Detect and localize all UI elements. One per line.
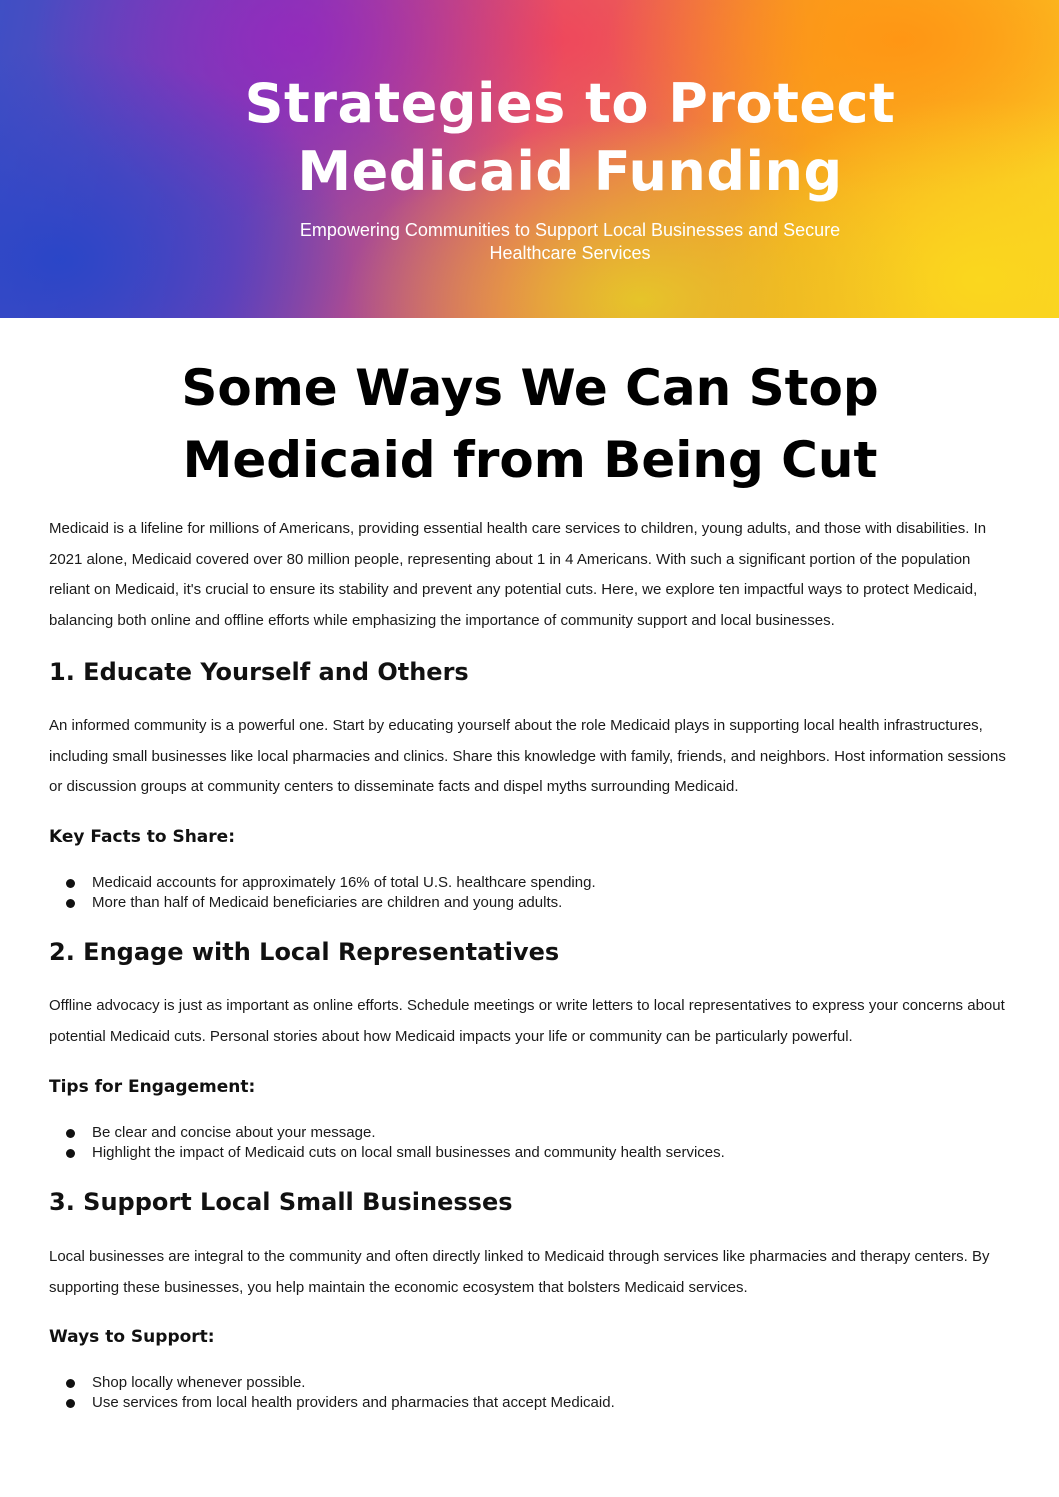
bullet-icon bbox=[66, 1399, 75, 1408]
list-item bbox=[64, 1123, 1004, 1143]
bullet-icon bbox=[66, 1149, 75, 1158]
list-item-text: Highlight the impact of Medicaid cuts on local small businesses and community health services. bbox=[92, 1144, 725, 1161]
hero-title: Strategies to Protect Medicaid Funding bbox=[244, 72, 896, 203]
hero-banner bbox=[0, 0, 1059, 318]
hero-subtitle: Empowering Communities to Support Local Businesses and Secure Healthcare Services bbox=[299, 220, 841, 263]
section-body-engage: Offline advocacy is just as important as online efforts. Schedule meetings or write letters to local representatives to express your concerns about potential Medicaid cuts. Personal stories about how Medicaid impacts your life or community can be particularly powerful. bbox=[49, 997, 1005, 1045]
subheading-key-facts: Key Facts to Share: bbox=[49, 827, 235, 847]
bullet-list-ways bbox=[64, 1373, 1004, 1413]
section-heading-support: 3. Support Local Small Businesses bbox=[49, 1188, 513, 1216]
article-heading: Some Ways We Can Stop Medicaid from Being Cut bbox=[181, 359, 879, 489]
list-item bbox=[64, 1143, 1004, 1163]
list-item bbox=[64, 1373, 1004, 1393]
list-item bbox=[64, 873, 1004, 893]
list-item-text: Use services from local health providers and pharmacies that accept Medicaid. bbox=[92, 1394, 615, 1411]
list-item bbox=[64, 893, 1004, 913]
bullet-icon bbox=[66, 1129, 75, 1138]
section-body-support: Local businesses are integral to the community and often directly linked to Medicaid through services like pharmacies and therapy centers. By supporting these businesses, you help maintain the economic ecosystem that bolsters Medicaid services. bbox=[49, 1248, 990, 1296]
bullet-icon bbox=[66, 1379, 75, 1388]
list-item bbox=[64, 1393, 1004, 1413]
intro-paragraph: Medicaid is a lifeline for millions of Americans, providing essential health care services to children, young adults, and those with disabilities. In 2021 alone, Medicaid covered over 80 million people, representing about 1 in 4 Americans. With such a significant portion of the population reliant on Medicaid, it's crucial to ensure its stability and prevent any potential cuts. Here, we explore ten impactful ways to protect Medicaid, balancing both online and offline efforts while emphasizing the importance of community support and local businesses. bbox=[49, 520, 987, 629]
subheading-ways: Ways to Support: bbox=[49, 1327, 215, 1347]
list-item-text: More than half of Medicaid beneficiaries are children and young adults. bbox=[92, 894, 563, 911]
list-item-text: Be clear and concise about your message. bbox=[92, 1124, 376, 1141]
section-heading-educate: 1. Educate Yourself and Others bbox=[49, 658, 469, 686]
subheading-tips: Tips for Engagement: bbox=[49, 1077, 256, 1097]
bullet-icon bbox=[66, 879, 75, 888]
section-heading-engage: 2. Engage with Local Representatives bbox=[49, 938, 560, 966]
bullet-icon bbox=[66, 899, 75, 908]
bullet-list-tips bbox=[64, 1123, 1004, 1163]
list-item-text: Shop locally whenever possible. bbox=[92, 1374, 306, 1391]
list-item-text: Medicaid accounts for approximately 16% of total U.S. healthcare spending. bbox=[92, 874, 596, 891]
bullet-list-key-facts bbox=[64, 873, 1004, 913]
section-body-educate: An informed community is a powerful one. Start by educating yourself about the role Medicaid plays in supporting local health infrastructures, including small businesses like local pharmacies and clinics. Share this knowledge with family, friends, and neighbors. Host information sessions or discussion groups at community centers to disseminate facts and dispel myths surrounding Medicaid. bbox=[49, 717, 1006, 795]
